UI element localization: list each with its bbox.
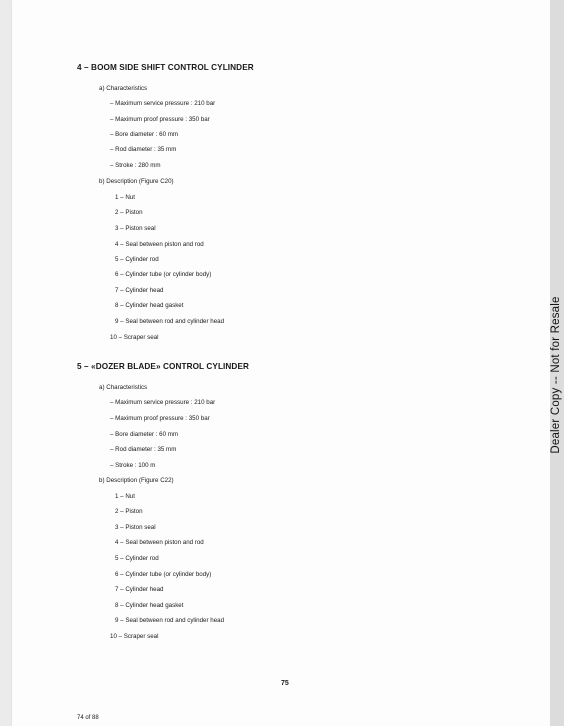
section-5-part-item: 4 – Seal between piston and rod <box>115 539 204 546</box>
section-5-part-item: 8 – Cylinder head gasket <box>115 602 184 609</box>
section-4-char-item: – Maximum service pressure : 210 bar <box>110 100 216 107</box>
section-5-part-item: 2 – Piston <box>115 508 143 515</box>
section-4-part-item: 10 – Scraper seal <box>110 334 159 341</box>
section-4-description-label: b) Description (Figure C20) <box>99 178 174 185</box>
section-4-part-item: 9 – Seal between rod and cylinder head <box>115 318 225 325</box>
page-counter: 74 of 88 <box>77 715 99 721</box>
section-4-part-item: 2 – Piston <box>115 209 143 216</box>
dealer-copy-watermark: Dealer Copy -- Not for Resale <box>550 296 562 454</box>
section-4-part-item: 5 – Cylinder rod <box>115 256 159 263</box>
section-5-char-item: – Rod diameter : 35 mm <box>110 446 177 453</box>
section-5-description-label: b) Description (Figure C22) <box>99 477 174 484</box>
section-4-char-item: – Maximum proof pressure : 350 bar <box>110 116 210 123</box>
section-5-char-item: – Maximum proof pressure : 350 bar <box>110 415 210 422</box>
page-number: 75 <box>281 680 289 687</box>
section-5-part-item: 9 – Seal between rod and cylinder head <box>115 617 225 624</box>
section-5-char-item: – Stroke : 100 m <box>110 462 156 469</box>
section-4-part-item: 8 – Cylinder head gasket <box>115 302 184 309</box>
section-5-part-item: 3 – Piston seal <box>115 524 156 531</box>
section-4-part-item: 1 – Nut <box>115 194 135 201</box>
section-5-part-item: 10 – Scraper seal <box>110 633 159 640</box>
section-4-char-item: – Stroke : 280 mm <box>110 162 161 169</box>
section-4-char-item: – Rod diameter : 35 mm <box>110 146 177 153</box>
section-5-char-item: – Maximum service pressure : 210 bar <box>110 399 216 406</box>
section-5-char-item: – Bore diameter : 60 mm <box>110 431 179 438</box>
section-5-part-item: 5 – Cylinder rod <box>115 555 159 562</box>
section-4-char-item: – Bore diameter : 60 mm <box>110 131 179 138</box>
section-5-characteristics-label: a) Characteristics <box>99 384 148 391</box>
section-5-part-item: 7 – Cylinder head <box>115 586 164 593</box>
section-4-part-item: 7 – Cylinder head <box>115 287 164 294</box>
section-5-heading: 5 – «DOZER BLADE» CONTROL CYLINDER <box>77 362 250 371</box>
section-5-part-item: 1 – Nut <box>115 493 135 500</box>
section-4-characteristics-label: a) Characteristics <box>99 85 148 92</box>
section-5-part-item: 6 – Cylinder tube (or cylinder body) <box>115 571 212 578</box>
section-4-heading: 4 – BOOM SIDE SHIFT CONTROL CYLINDER <box>77 63 254 72</box>
section-4-part-item: 3 – Piston seal <box>115 225 156 232</box>
section-4-part-item: 6 – Cylinder tube (or cylinder body) <box>115 271 212 278</box>
section-4-part-item: 4 – Seal between piston and rod <box>115 241 204 248</box>
